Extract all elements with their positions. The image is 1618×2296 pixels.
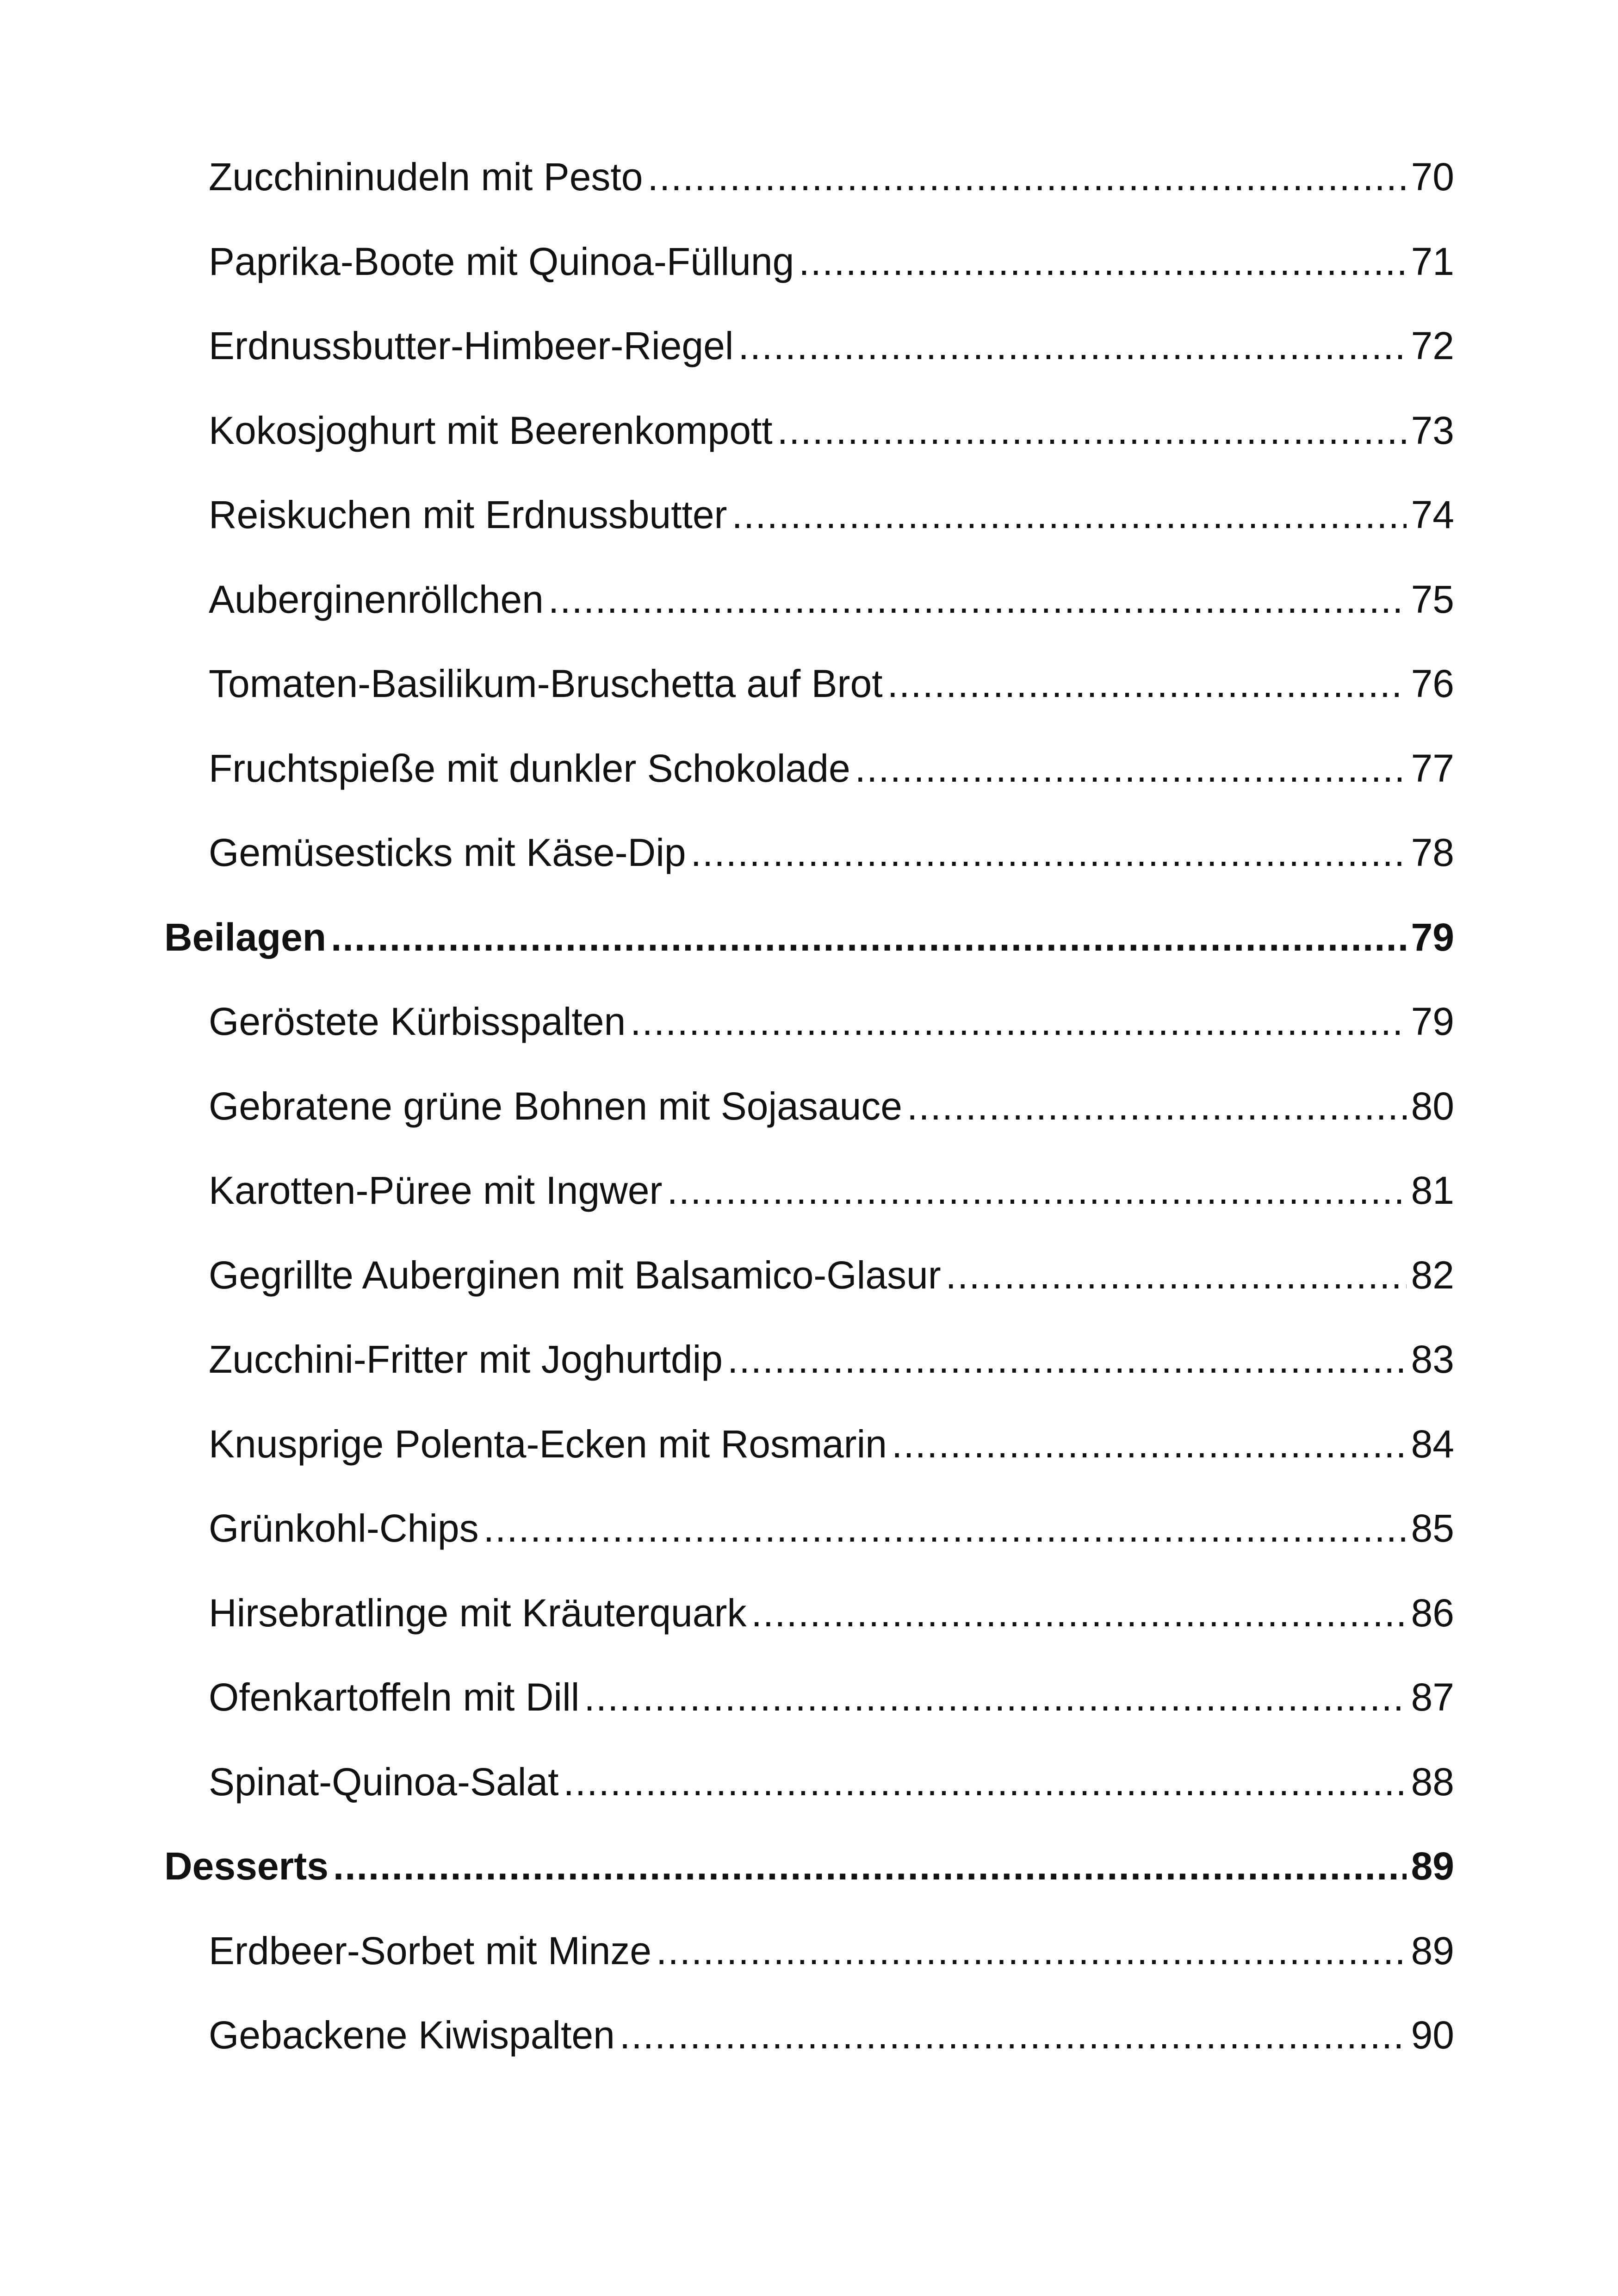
table-of-contents — [164, 157, 1454, 2100]
toc-entry-page: 73 — [1411, 408, 1454, 452]
toc-entry-page: 71 — [1411, 239, 1454, 283]
toc-entry-page: 77 — [1411, 746, 1454, 790]
toc-entry-title: Kokosjoghurt mit Beerenkompott — [209, 408, 773, 452]
dot-leader — [548, 580, 1407, 619]
toc-entry[interactable] — [164, 577, 1454, 665]
toc-entry[interactable] — [164, 1593, 1454, 1678]
toc-entry[interactable] — [164, 326, 1454, 411]
toc-entry[interactable] — [164, 1422, 1454, 1509]
toc-entry-page: 76 — [1411, 662, 1454, 705]
dot-leader — [946, 1256, 1407, 1294]
dot-leader — [620, 2016, 1407, 2054]
toc-entry-title: Gemüsesticks mit Käse-Dip — [209, 831, 686, 874]
dot-leader — [647, 157, 1406, 196]
toc-entry-page: 89 — [1411, 1929, 1454, 1972]
toc-entry[interactable] — [164, 1762, 1454, 1847]
dot-leader — [667, 1171, 1406, 1210]
toc-section-heading[interactable] — [164, 1844, 1454, 1931]
dot-leader — [691, 833, 1407, 872]
toc-section-page: 89 — [1411, 1844, 1454, 1888]
toc-entry-page: 78 — [1411, 831, 1454, 874]
toc-entry-page: 82 — [1411, 1253, 1454, 1297]
toc-section-heading[interactable] — [164, 915, 1454, 1002]
toc-section-title: Desserts — [164, 1844, 329, 1888]
toc-entry-page: 72 — [1411, 324, 1454, 367]
toc-entry[interactable] — [164, 239, 1454, 327]
toc-entry-page: 75 — [1411, 577, 1454, 621]
toc-entry-title: Knusprige Polenta-Ecken mit Rosmarin — [209, 1422, 887, 1466]
toc-entry-page: 84 — [1411, 1422, 1454, 1466]
toc-entry-title: Spinat-Quinoa-Salat — [209, 1760, 559, 1804]
toc-entry-title: Zucchini-Fritter mit Joghurtdip — [209, 1338, 723, 1381]
toc-entry-page: 90 — [1411, 2013, 1454, 2057]
dot-leader — [892, 1425, 1407, 1463]
toc-entry-page: 74 — [1411, 493, 1454, 536]
toc-entry[interactable] — [164, 1253, 1454, 1340]
toc-entry-page: 79 — [1411, 1000, 1454, 1043]
dot-leader — [777, 411, 1407, 450]
toc-entry[interactable] — [164, 495, 1454, 580]
toc-entry-title: Gegrillte Auberginen mit Balsamico-Glasur — [209, 1253, 941, 1297]
dot-leader — [331, 918, 1406, 957]
toc-entry-page: 88 — [1411, 1760, 1454, 1804]
toc-entry[interactable] — [164, 1002, 1454, 1087]
toc-entry[interactable] — [164, 1084, 1454, 1171]
toc-entry[interactable] — [164, 664, 1454, 749]
toc-entry-title: Auberginenröllchen — [209, 577, 544, 621]
dot-leader — [333, 1847, 1407, 1885]
dot-leader — [484, 1509, 1407, 1548]
toc-entry-page: 87 — [1411, 1675, 1454, 1719]
dot-leader — [630, 1002, 1406, 1041]
dot-leader — [738, 326, 1406, 365]
toc-section-page: 79 — [1411, 915, 1454, 959]
dot-leader — [727, 1340, 1407, 1379]
toc-entry[interactable] — [164, 1931, 1454, 2016]
toc-entry-title: Geröstete Kürbisspalten — [209, 1000, 626, 1043]
toc-entry-title: Hirsebratlinge mit Kräuterquark — [209, 1591, 747, 1635]
toc-entry-page: 83 — [1411, 1338, 1454, 1381]
toc-entry[interactable] — [164, 157, 1454, 242]
dot-leader — [563, 1762, 1406, 1801]
toc-entry-title: Reiskuchen mit Erdnussbutter — [209, 493, 727, 536]
toc-entry[interactable] — [164, 408, 1454, 496]
toc-entry[interactable] — [164, 746, 1454, 834]
toc-entry-title: Erdbeer-Sorbet mit Minze — [209, 1929, 652, 1972]
toc-entry-title: Karotten-Püree mit Ingwer — [209, 1169, 663, 1212]
toc-entry[interactable] — [164, 1340, 1454, 1425]
toc-entry-page: 70 — [1411, 155, 1454, 199]
dot-leader — [855, 749, 1407, 788]
dot-leader — [584, 1678, 1406, 1717]
toc-entry-title: Erdnussbutter-Himbeer-Riegel — [209, 324, 734, 367]
toc-entry-title: Ofenkartoffeln mit Dill — [209, 1675, 580, 1719]
toc-entry-page: 86 — [1411, 1591, 1454, 1635]
dot-leader — [907, 1087, 1407, 1126]
toc-entry-title: Grünkohl-Chips — [209, 1506, 479, 1550]
toc-entry[interactable] — [164, 1506, 1454, 1593]
dot-leader — [799, 242, 1406, 281]
toc-entry-page: 81 — [1411, 1169, 1454, 1212]
dot-leader — [751, 1593, 1406, 1632]
toc-entry-page: 80 — [1411, 1084, 1454, 1128]
toc-entry-page: 85 — [1411, 1506, 1454, 1550]
toc-entry-title: Tomaten-Basilikum-Bruschetta auf Brot — [209, 662, 883, 705]
toc-entry[interactable] — [164, 1675, 1454, 1762]
dot-leader — [656, 1931, 1407, 1970]
toc-entry-title: Gebratene grüne Bohnen mit Sojasauce — [209, 1084, 902, 1128]
toc-entry[interactable] — [164, 2013, 1454, 2100]
toc-entry-title: Fruchtspieße mit dunkler Schokolade — [209, 746, 850, 790]
toc-entry[interactable] — [164, 833, 1454, 918]
toc-section-title: Beilagen — [164, 915, 327, 959]
toc-entry[interactable] — [164, 1171, 1454, 1256]
toc-entry-title: Gebackene Kiwispalten — [209, 2013, 615, 2057]
toc-entry-title: Zucchininudeln mit Pesto — [209, 155, 643, 199]
dot-leader — [732, 495, 1407, 534]
toc-entry-title: Paprika-Boote mit Quinoa-Füllung — [209, 239, 794, 283]
dot-leader — [887, 664, 1407, 703]
